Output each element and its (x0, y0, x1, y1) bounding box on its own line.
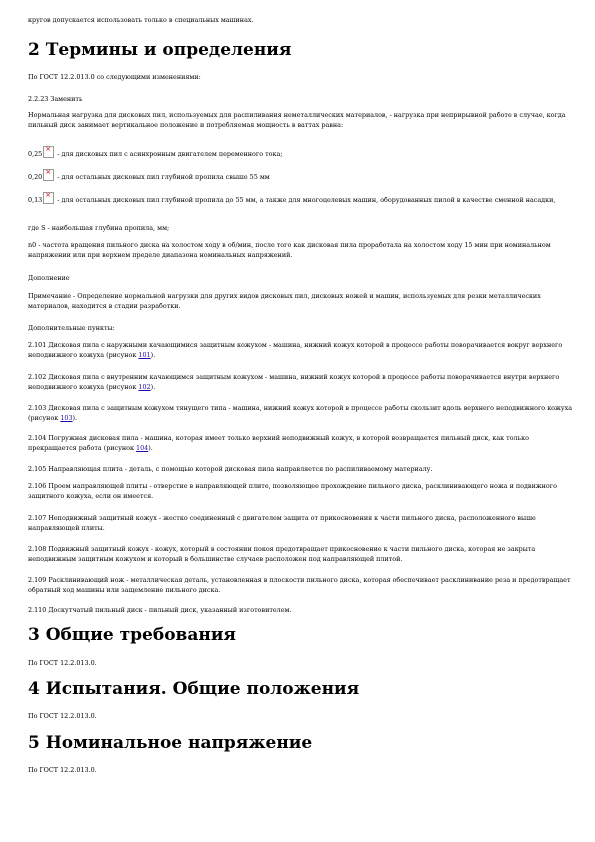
figure-link-103[interactable]: 103 (60, 413, 73, 422)
section-title-2: 2 Термины и определения (28, 40, 292, 60)
item-2102 (28, 373, 573, 392)
section-title-4: 4 Испытания. Общие положения (28, 679, 360, 699)
figure-link-101[interactable]: 101 (138, 350, 151, 359)
item-2104 (28, 434, 573, 453)
broken-image-icon (43, 146, 54, 158)
s2-replace-label: 2.2.23 Заменить (28, 95, 83, 103)
formula-2 (28, 169, 573, 183)
item-2109: 2.109 Расклинивающий нож - металлическая деталь, установленная в плоскости пильного диска, которая обеспечивает расклинивание реза и предотвращает обратный ход машины или защемление пильного диска. (28, 576, 571, 594)
item-2104-text: 2.104 Погружная дисковая пила - машина, которая имеет только верхний неподвижный кожух, в которой возвращается пильный диск, как только прекращается работа (рисунок (28, 434, 529, 452)
top-line: кругов допускается использовать только в специальных машинах. (28, 16, 254, 24)
item-2104-end: ). (148, 443, 153, 452)
formula-2-value: 0,20 (28, 173, 43, 181)
s3-text: По ГОСТ 12.2.013.0. (28, 659, 97, 667)
item-2106: 2.106 Проем направляющей плиты - отверстие в направляющей плите, позволяющее прохождение пильного диска, расклинивающего ножа и подвижного защитного кожуха, если он имеется. (28, 482, 557, 500)
s5-text: По ГОСТ 12.2.013.0. (28, 766, 97, 774)
item-2103-text: 2.103 Дисковая пила с защитным кожухом тянущего типа - машина, нижний кожух которой в процессе работы скользит вдоль верхнего неподвижного кожуха (рисунок (28, 404, 573, 422)
item-2101 (28, 341, 573, 360)
item-2110: 2.110 Доскутчатый пильный диск - пильный диск, указанный изготовителем. (28, 606, 292, 614)
s4-text: По ГОСТ 12.2.013.0. (28, 712, 97, 720)
item-2103-end: ). (72, 413, 78, 422)
formula-1-text: - для дисковых пил с асинхронным двигателем переменного тока; (57, 150, 283, 158)
s2-where: где S - наибольшая глубина пропила, мм; (28, 224, 170, 232)
item-2108: 2.108 Подвижный защитный кожух - кожух, который в состоянии покоя предотвращает прикосновение к части пильного диска, которая не закрыта неподвижным защитным кожухом и который в большинстве случаев расположен под направляющей плитой. (28, 545, 536, 563)
s2-extra-label: Дополнительные пункты: (28, 324, 115, 332)
s2-note: Примечание - Определение нормальной нагрузки для других видов дисковых пил, дисковых ножей и машин, используемых для резки металлических материалов, находится в стадии разработки. (28, 292, 541, 310)
figure-link-104[interactable]: 104 (136, 443, 149, 452)
item-2103 (28, 404, 573, 423)
figure-link-102[interactable]: 102 (138, 382, 151, 391)
section-title-3: 3 Общие требования (28, 625, 236, 645)
s2-add-label: Дополнение (28, 274, 70, 282)
item-2101-end: ). (150, 350, 156, 359)
s2-n0: n0 - частота вращения пильного диска на холостом ходу в об/мин, после того как дисковая пила проработала на холостом ходу 15 мин при номинальном напряжении или при верхнем пределе диапазона номинальных напряжений. (28, 241, 551, 259)
item-2101-text: 2.101 Дисковая пила с наружными качающимися защитным кожухом - машина, нижний кожух которой в процессе работы поворачивается вокруг верхнего неподвижного кожуха (рисунок (28, 341, 563, 359)
section-title-5: 5 Номинальное напряжение (28, 733, 313, 753)
s2-normal-load: Нормальная нагрузка для дисковых пил, используемых для распиливания неметаллических материалов, - нагрузка при неприрывной работе в случае, когда пильный диск занимает вертикальное положение и потребляемая мощность в ваттах равна: (28, 111, 566, 129)
formula-1 (28, 146, 573, 160)
item-2102-text: 2.102 Дисковая пила с внутренним качающимся защитным кожухом - машина, нижний кожух которой в процессе работы поворачивается внутри верхнего неподвижного кожуха (рисунок (28, 373, 560, 391)
formula-3-text: - для остальных дисковых пил глубиной пропила до 55 мм, а также для многоцелевых машин, оборудованных пилой в качестве сменной насадки, (57, 196, 556, 204)
formula-2-text: - для остальных дисковых пил глубиной пропила свыше 55 мм (57, 173, 270, 181)
formula-3 (28, 192, 573, 206)
broken-image-icon (43, 192, 54, 204)
item-2105: 2.105 Направляющая плита - деталь, с помощью которой дисковая пила направляется по распиливаемому материалу. (28, 465, 433, 473)
item-2107: 2.107 Неподвижный защитный кожух - жестко соединенный с двигателем защита от прикосновения к части пильного диска, расположенного выше направляющей плиты. (28, 514, 536, 532)
broken-image-icon (43, 169, 54, 181)
item-2102-end: ). (150, 382, 156, 391)
s2-intro: По ГОСТ 12.2.013.0 со следующими изменениями: (28, 73, 201, 81)
formula-1-value: 0,25 (28, 150, 43, 158)
formula-3-value: 0,13 (28, 196, 43, 204)
